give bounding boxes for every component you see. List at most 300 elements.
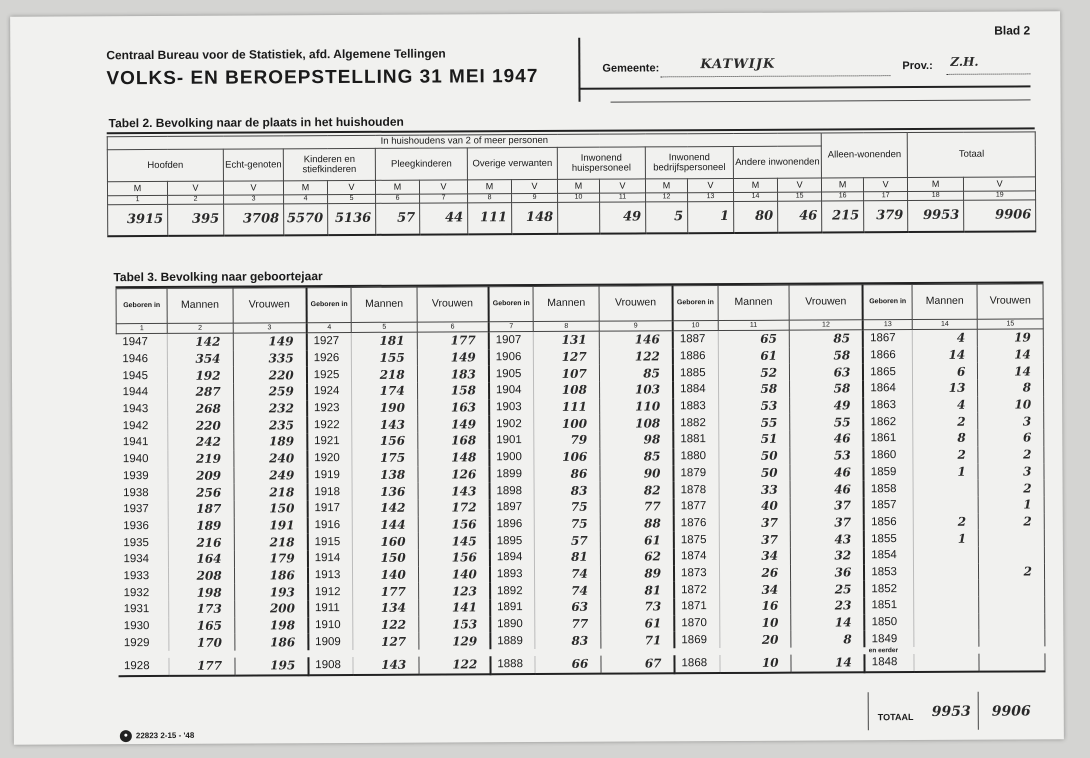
mannen-cell: 140: [353, 566, 419, 583]
birth-year-cell: 1917: [307, 500, 352, 517]
table-row: [118, 653, 1045, 676]
vrouwen-cell: 200: [234, 600, 308, 617]
column-number: 16: [822, 192, 864, 201]
mannen-cell: 66: [535, 656, 601, 674]
column-number: 13: [863, 320, 912, 330]
vrouwen-cell: 6: [978, 429, 1044, 446]
totaal-divider-2: [978, 692, 979, 730]
birth-year-cell: 1937: [117, 501, 168, 518]
mannen-cell: 58: [718, 381, 790, 398]
vrouwen-cell: 149: [417, 349, 489, 366]
birth-year-cell: 1924: [307, 383, 352, 400]
mannen-cell: 107: [534, 365, 600, 382]
birth-year-cell: 1871: [674, 598, 719, 615]
column-number: 11: [718, 320, 790, 330]
mannen-cell: 122: [353, 616, 419, 633]
mannen-header: Mannen: [351, 287, 417, 322]
gemeente-label: Gemeente:: [602, 62, 660, 75]
birth-year-cell: 1872: [674, 581, 719, 598]
vrouwen-cell: 240: [233, 450, 307, 467]
birth-year-cell: 1929: [118, 634, 169, 651]
birth-year-cell: 1944: [117, 384, 168, 401]
vrouwen-cell: 108: [600, 415, 674, 432]
birth-year-cell: 1879: [673, 465, 718, 482]
sub-header-cell: M: [375, 180, 419, 194]
birth-year-cell: 1865: [863, 363, 912, 380]
mannen-cell: 218: [352, 366, 418, 383]
value-cell: 57: [376, 203, 420, 235]
vrouwen-cell: 62: [600, 548, 674, 565]
col-alleenwonenden: Alleen-wonenden: [821, 133, 907, 178]
birth-year-cell: 1907: [489, 332, 534, 349]
sub-header-cell: M: [908, 177, 964, 191]
footer-code: 22823 2-15 - '48: [135, 730, 195, 741]
vrouwen-cell: 1: [979, 496, 1045, 513]
mannen-cell: [913, 580, 979, 597]
birth-year-cell: 1861: [864, 430, 913, 447]
value-cell: 49: [600, 202, 646, 234]
column-number: 10: [673, 321, 718, 331]
birth-year-cell: 1906: [489, 349, 534, 366]
birth-year-cell: 1866: [863, 347, 912, 364]
vrouwen-cell: 81: [600, 582, 674, 599]
mannen-cell: 83: [534, 482, 600, 499]
vrouwen-cell: [979, 596, 1045, 613]
birth-year-cell: 1891: [490, 599, 535, 616]
mannen-cell: 75: [535, 499, 601, 516]
vrouwen-cell: 58: [790, 380, 864, 397]
value-cell: 5570: [284, 204, 328, 236]
mannen-cell: 287: [168, 384, 234, 401]
vrouwen-cell: 168: [418, 432, 490, 449]
birth-year-cell: 1912: [308, 583, 353, 600]
vrouwen-cell: 191: [234, 517, 308, 534]
mannen-header: Mannen: [912, 284, 978, 319]
sub-header-cell: V: [687, 178, 733, 192]
value-cell: 46: [778, 201, 822, 233]
vrouwen-cell: 335: [233, 350, 307, 367]
birth-year-cell: 1928: [118, 658, 169, 676]
birth-year-cell: 1863: [863, 397, 912, 414]
value-cell: 111: [468, 203, 512, 235]
birth-year-cell: 1908: [308, 657, 353, 675]
value-cell: 215: [822, 201, 864, 233]
mannen-cell: 83: [535, 632, 601, 649]
vrouwen-cell: 85: [599, 365, 673, 382]
vrouwen-cell: 172: [418, 499, 490, 516]
column-number: 3: [233, 323, 307, 333]
column-number: 14: [912, 319, 978, 329]
value-cell: 395: [168, 204, 224, 236]
mannen-cell: 1: [913, 463, 979, 480]
mannen-cell: [914, 613, 980, 630]
vrouwen-cell: 122: [599, 348, 673, 365]
header-rule: [578, 85, 1030, 89]
col-totaal: Totaal: [907, 132, 1035, 178]
vrouwen-cell: 259: [233, 383, 307, 400]
column-number: 15: [978, 319, 1044, 329]
tabel2: [107, 131, 1037, 237]
birth-year-cell: 1877: [674, 498, 719, 515]
mannen-cell: 74: [535, 565, 601, 582]
geboren-header: Geboren in: [488, 287, 533, 322]
birth-year-cell: 1919: [307, 466, 352, 483]
vrouwen-cell: 122: [419, 656, 491, 674]
mannen-cell: 13: [912, 380, 978, 397]
geboren-header: Geboren in: [863, 285, 912, 320]
mannen-cell: [914, 654, 980, 672]
mannen-header: Mannen: [718, 285, 790, 320]
birth-year-cell: 1869: [674, 631, 719, 648]
sub-header-cell: M: [467, 180, 511, 194]
sub-header-cell: V: [511, 179, 557, 193]
birth-year-cell: 1862: [863, 413, 912, 430]
mannen-cell: 127: [353, 633, 419, 650]
vrouwen-cell: 73: [601, 598, 675, 615]
vrouwen-cell: 145: [418, 532, 490, 549]
sub-header-cell: V: [964, 177, 1036, 191]
birth-year-cell: 1935: [117, 534, 168, 551]
sub-header-cell: M: [557, 179, 599, 193]
sub-header-cell: M: [733, 178, 777, 192]
vrouwen-cell: 110: [599, 398, 673, 415]
vrouwen-cell: 98: [600, 431, 674, 448]
birth-year-cell: 1859: [864, 464, 913, 481]
column-number: 14: [734, 192, 778, 201]
mannen-cell: 131: [534, 331, 600, 349]
birth-year-cell: 1864: [863, 380, 912, 397]
vrouwen-cell: 2: [979, 563, 1045, 580]
vrouwen-cell: 218: [234, 483, 308, 500]
vrouwen-cell: [979, 546, 1045, 563]
birth-year-cell: 1947: [116, 333, 167, 350]
mannen-cell: 57: [535, 532, 601, 549]
mannen-cell: 174: [352, 383, 418, 400]
birth-year-cell: 1849: [865, 630, 914, 647]
mannen-cell: [913, 480, 979, 497]
column-number: 2: [168, 195, 224, 204]
birth-year-cell: 1934: [117, 551, 168, 568]
mannen-cell: 16: [719, 598, 791, 615]
birth-year-cell: 1899: [489, 466, 534, 483]
vrouwen-cell: 55: [790, 414, 864, 431]
mannen-cell: 156: [352, 433, 418, 450]
vrouwen-cell: 220: [233, 367, 307, 384]
col-huispersoneel: Inwonend huispersoneel: [557, 147, 645, 179]
mannen-cell: 6: [912, 363, 978, 380]
vrouwen-header: Vrouwen: [789, 285, 863, 320]
mannen-cell: 4: [912, 329, 978, 347]
vrouwen-cell: 232: [233, 400, 307, 417]
mannen-cell: 209: [168, 467, 234, 484]
birth-year-cell: 1946: [116, 351, 167, 368]
vrouwen-cell: 148: [418, 449, 490, 466]
vrouwen-cell: 53: [790, 447, 864, 464]
footer: [120, 730, 194, 742]
vrouwen-cell: 2: [979, 513, 1045, 530]
mannen-cell: 187: [168, 500, 234, 517]
vrouwen-cell: 14: [791, 654, 865, 672]
birth-year-cell: 1916: [308, 517, 353, 534]
birth-year-cell: 1848: [865, 654, 914, 672]
sheet-number: Blad 2: [994, 23, 1031, 38]
mannen-cell: 142: [352, 500, 418, 517]
mannen-cell: 53: [718, 397, 790, 414]
vrouwen-cell: 186: [234, 634, 308, 651]
birth-year-cell: 1885: [673, 364, 718, 381]
mannen-cell: 143: [352, 416, 418, 433]
column-number: 9: [599, 321, 673, 331]
vrouwen-cell: 235: [233, 417, 307, 434]
column-number: 6: [417, 322, 489, 332]
mannen-cell: 189: [168, 517, 234, 534]
birth-year-cell: 1900: [489, 449, 534, 466]
mannen-cell: 75: [535, 515, 601, 532]
value-cell: 1: [688, 201, 734, 233]
birth-year-cell: 1902: [489, 415, 534, 432]
birth-year-cell: 1886: [673, 348, 718, 365]
mannen-cell: 198: [169, 584, 235, 601]
mannen-cell: 51: [718, 431, 790, 448]
col-overige-verwanten: Overige verwanten: [467, 147, 557, 179]
mannen-cell: 55: [718, 414, 790, 431]
mannen-cell: 63: [535, 599, 601, 616]
vrouwen-cell: 150: [234, 500, 308, 517]
vrouwen-cell: 143: [418, 482, 490, 499]
birth-year-cell: 1913: [308, 567, 353, 584]
vrouwen-cell: 46: [790, 430, 864, 447]
vrouwen-cell: 82: [600, 481, 674, 498]
birth-year-cell: 1853: [864, 564, 913, 581]
mannen-cell: [913, 547, 979, 564]
mannen-cell: 2: [913, 447, 979, 464]
vrouwen-cell: 23: [791, 597, 865, 614]
vrouwen-cell: 14: [978, 346, 1044, 363]
mannen-header: Mannen: [533, 286, 599, 321]
mannen-cell: 106: [534, 448, 600, 465]
mannen-cell: 190: [352, 399, 418, 416]
mannen-cell: 1: [913, 530, 979, 547]
birth-year-cell: 1880: [673, 448, 718, 465]
birth-year-cell: 1942: [117, 417, 168, 434]
birth-year-cell: 1857: [864, 497, 913, 514]
column-number: 17: [864, 192, 908, 201]
value-cell: 9906: [964, 200, 1036, 232]
mannen-cell: 34: [719, 581, 791, 598]
column-number: 6: [376, 194, 420, 203]
mannen-cell: 33: [719, 481, 791, 498]
birth-year-cell: 1851: [864, 597, 913, 614]
sub-header-cell: V: [223, 181, 283, 195]
vrouwen-cell: 156: [418, 516, 490, 533]
birth-year-cell: 1941: [117, 434, 168, 451]
vrouwen-cell: 3: [978, 413, 1044, 430]
column-number: 7: [420, 194, 468, 203]
vrouwen-cell: 8: [978, 379, 1044, 396]
vrouwen-cell: 90: [600, 465, 674, 482]
value-cell: [558, 202, 600, 234]
sub-header-cell: M: [283, 181, 327, 195]
birth-year-cell: 1874: [674, 548, 719, 565]
column-number: 13: [688, 192, 734, 201]
mannen-cell: 40: [719, 498, 791, 515]
mannen-cell: 2: [913, 513, 979, 530]
vrouwen-cell: 146: [599, 331, 673, 349]
birth-year-cell: 1925: [307, 366, 352, 383]
sub-header-cell: M: [645, 179, 687, 193]
sub-header-cell: V: [167, 181, 223, 195]
birth-year-cell: 1909: [308, 633, 353, 650]
geboren-header: Geboren in: [673, 286, 718, 321]
mannen-cell: 50: [718, 447, 790, 464]
vrouwen-cell: 158: [417, 382, 489, 399]
vrouwen-cell: 37: [790, 514, 864, 531]
prov-label: Prov.:: [902, 59, 933, 73]
vrouwen-cell: 61: [601, 615, 675, 632]
mannen-cell: [914, 597, 980, 614]
mannen-cell: 192: [168, 367, 234, 384]
birth-year-cell: 1894: [490, 549, 535, 566]
birth-year-cell: 1936: [117, 517, 168, 534]
mannen-cell: 108: [534, 382, 600, 399]
mannen-cell: 37: [719, 514, 791, 531]
birth-year-cell: 1945: [116, 367, 167, 384]
mannen-cell: 165: [169, 617, 235, 634]
mannen-cell: 111: [534, 398, 600, 415]
column-number: 2: [167, 323, 233, 333]
vrouwen-cell: 25: [791, 581, 865, 598]
value-cell: 80: [734, 201, 778, 233]
mannen-cell: 77: [535, 615, 601, 632]
vrouwen-cell: 14: [978, 363, 1044, 380]
value-cell: 9953: [908, 200, 964, 232]
vrouwen-cell: 88: [600, 515, 674, 532]
mannen-cell: 177: [353, 583, 419, 600]
birth-year-cell: 1867: [863, 330, 912, 347]
gemeente-line: [660, 75, 890, 77]
birth-year-cell: 1911: [308, 600, 353, 617]
vrouwen-cell: 3: [978, 463, 1044, 480]
mannen-cell: 4: [913, 396, 979, 413]
sub-header-cell: V: [419, 180, 467, 194]
birth-year-cell: 1901: [489, 432, 534, 449]
tabel2-title: Tabel 2. Bevolking naar de plaats in het huishouden: [108, 114, 404, 131]
birth-year-cell: 1903: [489, 399, 534, 416]
mannen-cell: 10: [719, 614, 791, 631]
mannen-cell: 61: [718, 347, 790, 364]
vrouwen-cell: 149: [417, 416, 489, 433]
vrouwen-cell: 156: [418, 549, 490, 566]
mannen-cell: 8: [913, 430, 979, 447]
birth-year-cell: 1940: [117, 451, 168, 468]
vrouwen-cell: 177: [417, 332, 489, 350]
mannen-cell: 177: [169, 658, 235, 676]
mannen-cell: 100: [534, 415, 600, 432]
birth-year-cell: 1850: [865, 614, 914, 631]
column-number: 11: [600, 193, 646, 202]
vrouwen-cell: 43: [790, 531, 864, 548]
birth-year-cell: 1870: [674, 615, 719, 632]
vrouwen-cell: 77: [600, 498, 674, 515]
vrouwen-cell: [979, 613, 1045, 630]
mannen-cell: 181: [352, 332, 418, 350]
birth-year-cell: 1882: [673, 414, 718, 431]
vrouwen-cell: 89: [600, 565, 674, 582]
mannen-cell: 268: [168, 400, 234, 417]
birth-year-cell: 1927: [307, 332, 352, 349]
col-andere-inwonenden: Andere inwonenden: [733, 146, 821, 178]
mannen-cell: 2: [913, 413, 979, 430]
birth-year-cell: 1904: [489, 382, 534, 399]
vrouwen-cell: 198: [234, 617, 308, 634]
mannen-cell: 127: [534, 348, 600, 365]
birth-year-cell: 1923: [307, 400, 352, 417]
vrouwen-cell: 46: [790, 464, 864, 481]
mannen-cell: 138: [352, 466, 418, 483]
vrouwen-cell: 179: [234, 550, 308, 567]
mannen-cell: 81: [535, 549, 601, 566]
column-number: 12: [646, 193, 688, 202]
vrouwen-cell: 126: [418, 466, 490, 483]
vrouwen-cell: 10: [978, 396, 1044, 413]
vrouwen-cell: 141: [418, 599, 490, 616]
mannen-cell: 86: [534, 465, 600, 482]
birth-year-cell: 1887: [673, 331, 718, 348]
mannen-cell: 52: [718, 364, 790, 381]
value-cell: 379: [864, 201, 908, 233]
birth-year-cell: 1933: [117, 568, 168, 585]
birth-year-cell: 1932: [118, 584, 169, 601]
birth-year-cell: 1876: [674, 515, 719, 532]
birth-year-cell: 1893: [490, 566, 535, 583]
vrouwen-cell: 140: [418, 566, 490, 583]
sub-header-cell: M: [107, 181, 167, 195]
birth-year-cell: 1854: [864, 547, 913, 564]
census-form: [10, 11, 1064, 744]
col-echtgenoten: Echt-genoten: [223, 149, 283, 181]
vrouwen-cell: 195: [235, 657, 309, 675]
column-number: 8: [534, 321, 600, 331]
birth-year-cell: 1931: [118, 601, 169, 618]
sub-header-cell: M: [822, 178, 864, 192]
birth-year-cell: 1868: [674, 655, 719, 673]
birth-year-cell: 1895: [490, 532, 535, 549]
mannen-cell: 256: [168, 484, 234, 501]
mannen-cell: 14: [912, 346, 978, 363]
mannen-cell: 20: [719, 631, 791, 648]
printer-logo-icon: ●: [120, 730, 132, 742]
birth-year-cell: 1855: [864, 530, 913, 547]
vrouwen-cell: 123: [418, 583, 490, 600]
col-hoofden: Hoofden: [107, 149, 223, 182]
column-number: 3: [224, 195, 284, 204]
mannen-cell: 150: [353, 550, 419, 567]
value-cell: 5: [646, 202, 688, 234]
vrouwen-cell: 103: [599, 381, 673, 398]
mannen-cell: 354: [168, 350, 234, 367]
mannen-cell: 50: [718, 464, 790, 481]
birth-year-cell: 1888: [490, 656, 535, 674]
birth-year-cell: 1897: [490, 499, 535, 516]
mannen-cell: [913, 497, 979, 514]
header-rule-thin: [611, 99, 1031, 102]
mannen-cell: 173: [169, 601, 235, 618]
vrouwen-cell: 129: [419, 633, 491, 650]
sub-header-cell: V: [599, 179, 645, 193]
vrouwen-cell: 63: [790, 364, 864, 381]
vrouwen-cell: 19: [978, 329, 1044, 347]
birth-year-cell: 1910: [308, 617, 353, 634]
